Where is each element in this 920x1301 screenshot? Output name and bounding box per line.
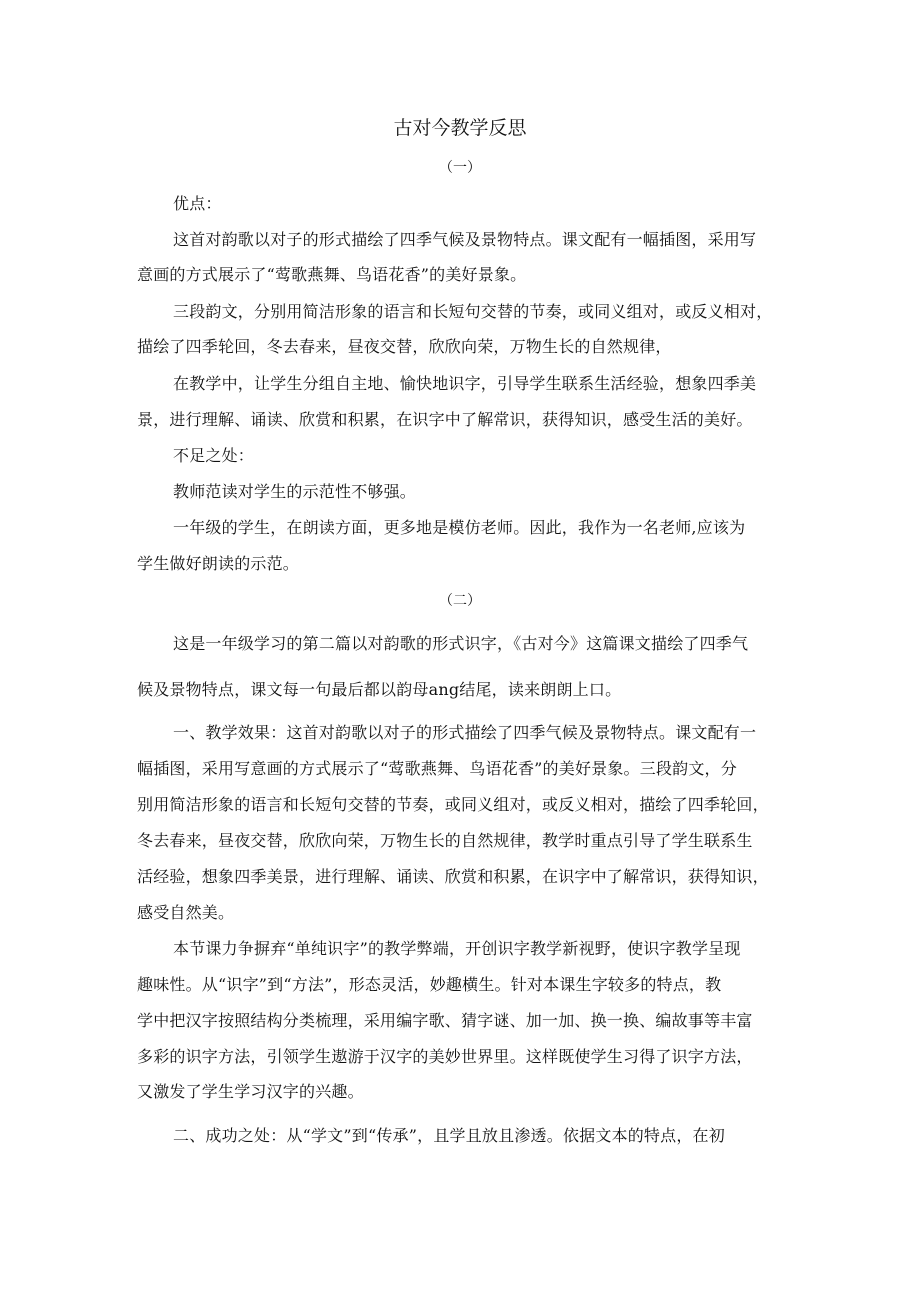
heading-strengths: 优点：	[173, 194, 222, 213]
paragraph-line: 活经验，想象四季美景，进行理解、诵读、欣赏和积累，在识字中了解常识，获得知识，	[137, 867, 769, 886]
paragraph-line: 别用简洁形象的语言和长短句交替的节奏，或同义组对，或反义相对，描绘了四季轮回，	[137, 795, 769, 814]
paragraph-line: 幅插图，采用写意画的方式展示了“莺歌燕舞、鸟语花香”的美好景象。三段韵文，分	[137, 759, 737, 778]
paragraph-line: 景，进行理解、诵读、欣赏和积累，在识字中了解常识，获得知识，感受生活的美好。	[137, 410, 753, 429]
paragraph-line: 一、教学效果：这首对韵歌以对子的形式描绘了四季气候及景物特点。课文配有一	[173, 723, 757, 742]
document-title: 古对今教学反思	[393, 117, 527, 139]
paragraph-line: 这是一年级学习的第二篇以对韵歌的形式识字，《古对今》这篇课文描绘了四季气	[173, 634, 749, 653]
paragraph-line: 冬去春来，昼夜交替，欣欣向荣，万物生长的自然规律，教学时重点引导了学生联系生	[137, 831, 753, 850]
paragraph-line: 多彩的识字方法，引领学生遨游于汉字的美妙世界里。这样既使学生习得了识字方法，	[137, 1047, 753, 1066]
paragraph-line: 趣味性。从“识字”到“方法”，形态灵活，妙趣横生。针对本课生字较多的特点，教	[137, 975, 722, 994]
section-two-mark: （二）	[439, 593, 481, 609]
heading-shortcomings: 不足之处：	[173, 446, 255, 465]
paragraph-line: 意画的方式展示了“莺歌燕舞、鸟语花香”的美好景象。	[137, 265, 527, 284]
paragraph-line: 描绘了四季轮回，冬去春来，昼夜交替，欣欣向荣，万物生长的自然规律，	[137, 337, 672, 356]
section-one-mark: （一）	[439, 160, 481, 176]
paragraph-line: 二、成功之处：从“学文”到“传承”，且学且放且渗透。依据文本的特点，在初	[173, 1126, 725, 1145]
paragraph-line: 教师范读对学生的示范性不够强。	[173, 482, 417, 501]
paragraph-line: 本节课力争摒弃“单纯识字”的教学弊端，开创识字教学新视野，使识字教学呈现	[173, 939, 741, 958]
paragraph-line: 感受自然美。	[137, 903, 235, 922]
paragraph-line: 三段韵文，分别用简洁形象的语言和长短句交替的节奏，或同义组对，或反义相对，	[173, 302, 773, 321]
paragraph-line: 学生做好朗读的示范。	[137, 554, 300, 573]
paragraph-line: 学中把汉字按照结构分类梳理，采用编字歌、猜字谜、加一加、换一换、编故事等丰富	[137, 1011, 753, 1030]
paragraph-line: 候及景物特点，课文每一句最后都以韵母ang结尾，读来朗朗上口。	[137, 680, 622, 699]
paragraph-line: 在教学中，让学生分组自主地、愉快地识字，引导学生联系生活经验，想象四季美	[173, 374, 757, 393]
paragraph-line: 又激发了学生学习汉字的兴趣。	[137, 1082, 364, 1101]
paragraph-line: 这首对韵歌以对子的形式描绘了四季气候及景物特点。课文配有一幅插图，采用写	[173, 230, 757, 249]
paragraph-line: 一年级的学生，在朗读方面，更多地是模仿老师。因此，我作为一名老师,应该为	[173, 518, 746, 537]
